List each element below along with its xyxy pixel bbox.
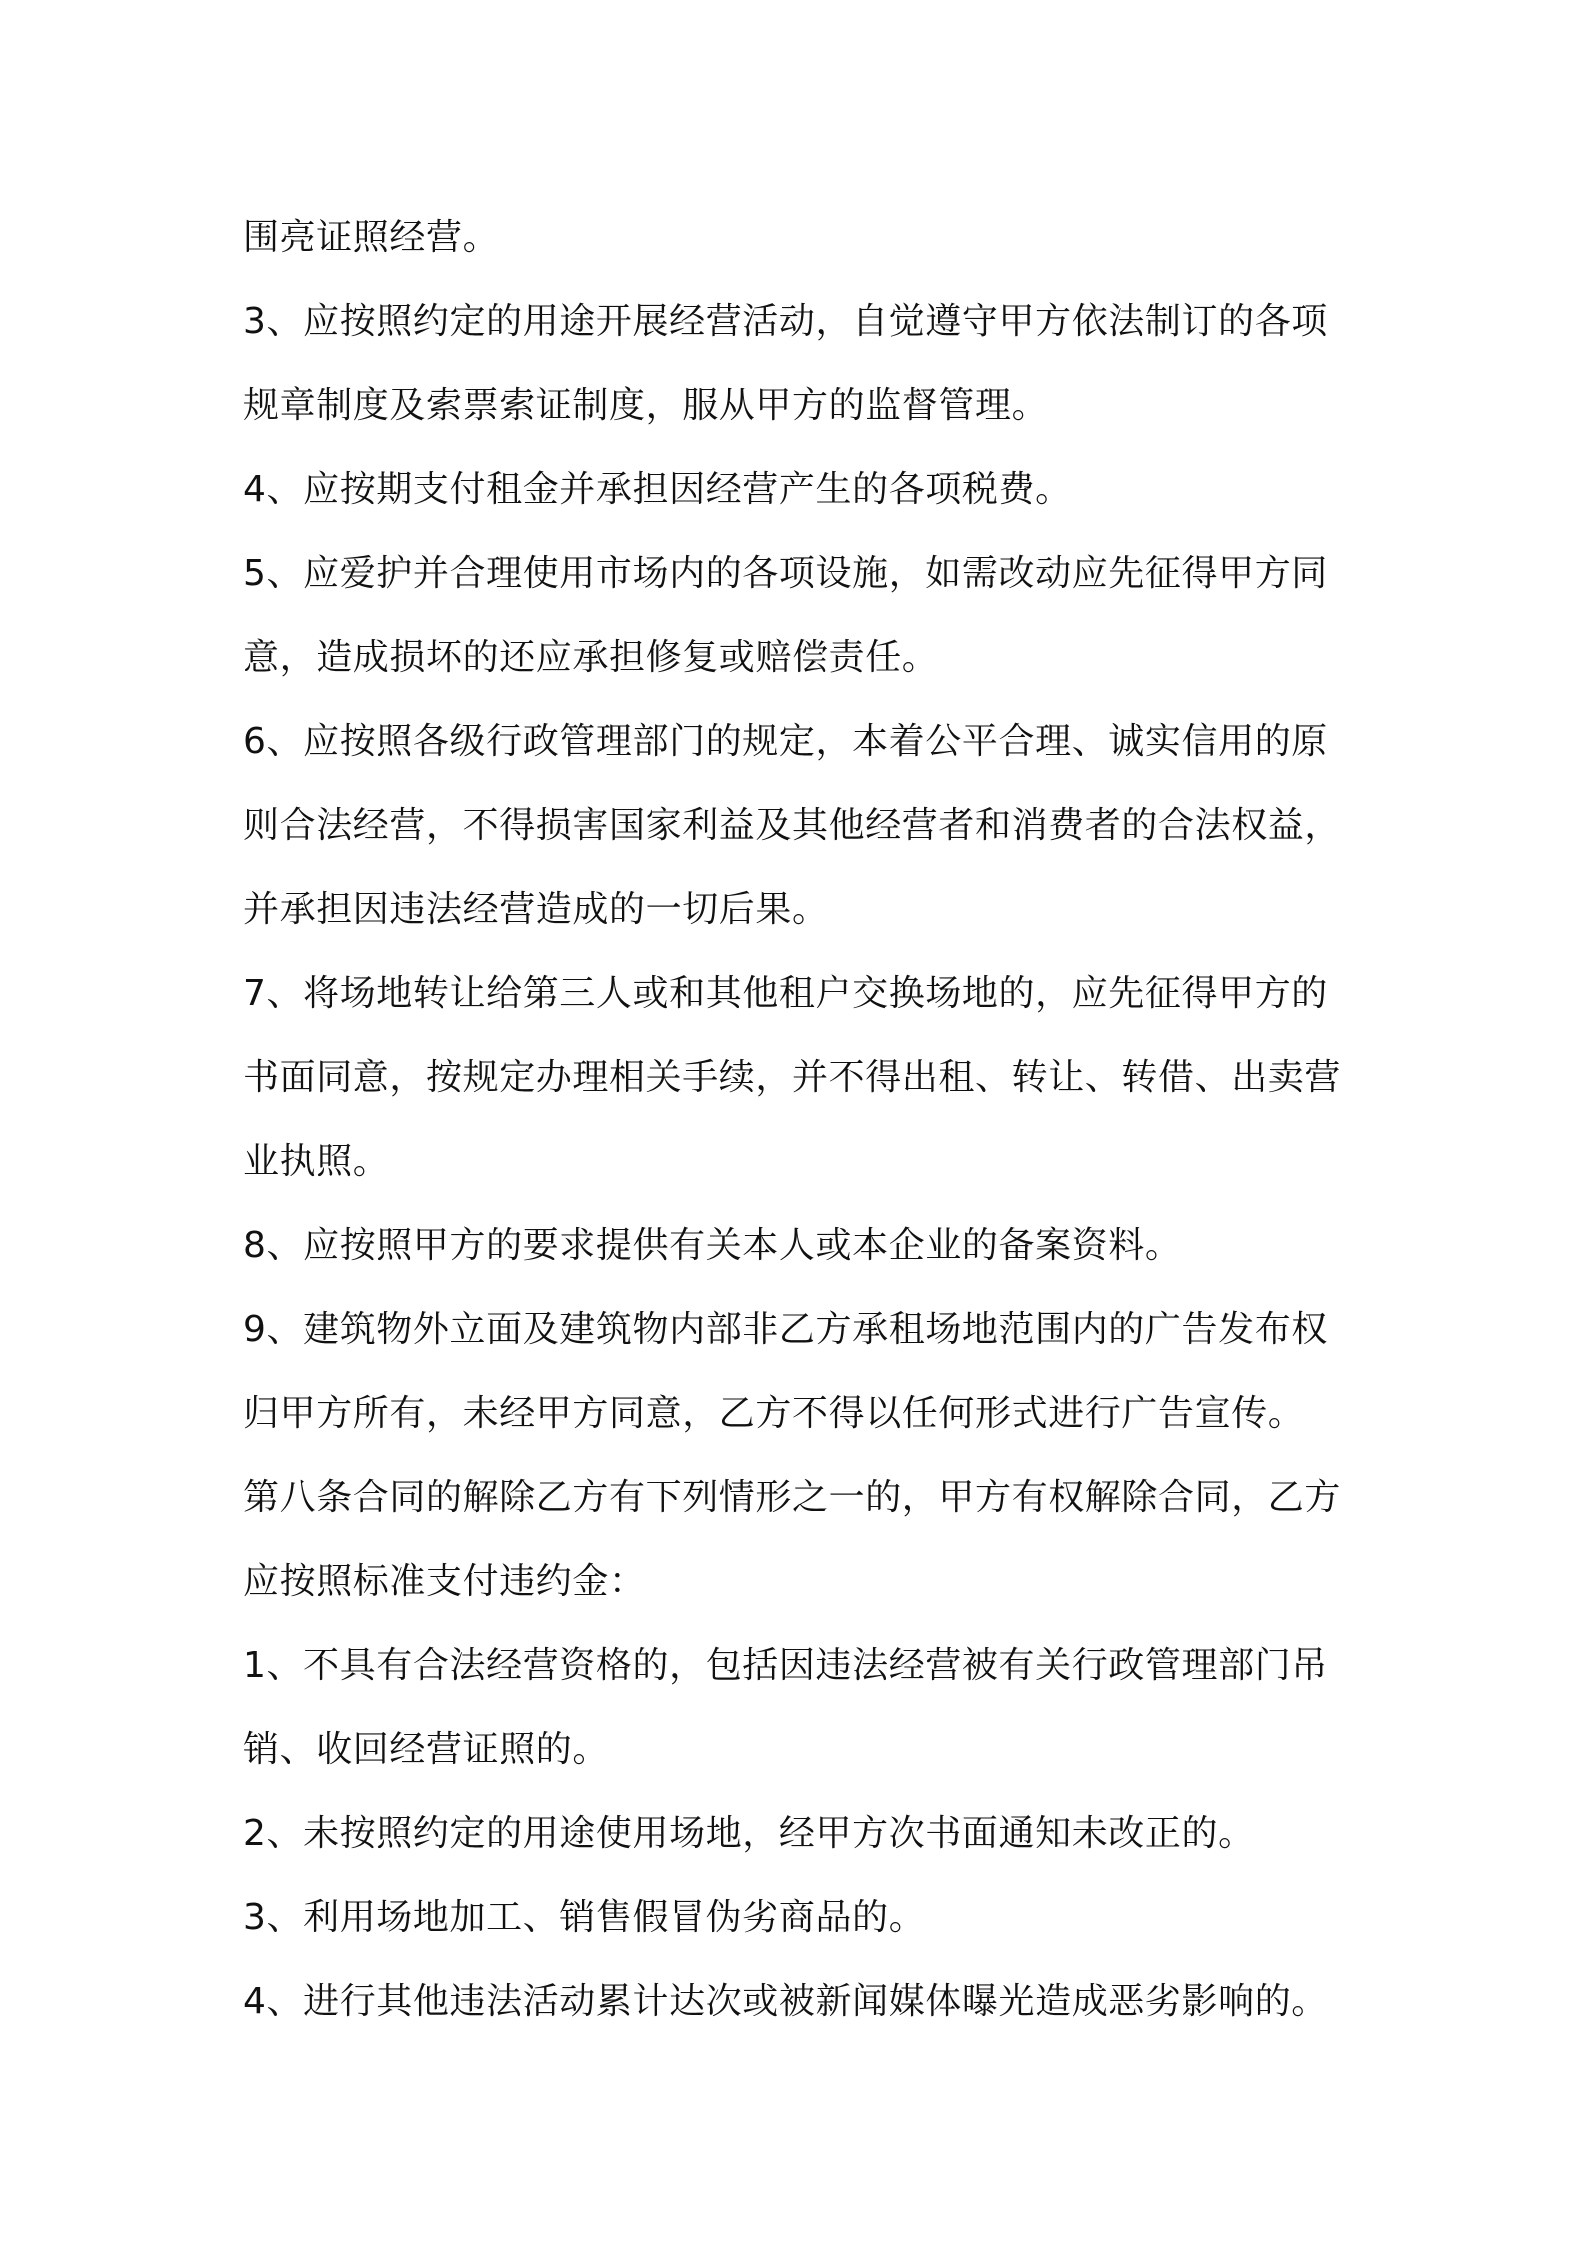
text-line: 书面同意，按规定办理相关手续，并不得出租、转让、转借、出卖营 (243, 1057, 1342, 1098)
text-line: 4、进行其他违法活动累计达次或被新闻媒体曝光造成恶劣影响的。 (243, 1981, 1328, 2022)
text-line: 并承担因违法经营造成的一切后果。 (243, 889, 829, 930)
text-line: 8、应按照甲方的要求提供有关本人或本企业的备案资料。 (243, 1225, 1182, 1266)
text-line: 6、应按照各级行政管理部门的规定，本着公平合理、诚实信用的原 (243, 721, 1328, 762)
document-body (243, 196, 1353, 2044)
text-line: 3、利用场地加工、销售假冒伪劣商品的。 (243, 1897, 926, 1938)
text-line: 则合法经营，不得损害国家利益及其他经营者和消费者的合法权益， (243, 805, 1342, 846)
text-line: 意，造成损坏的还应承担修复或赔偿责任。 (243, 637, 939, 678)
text-line: 规章制度及索票索证制度，服从甲方的监督管理。 (243, 385, 1049, 426)
text-line: 1、不具有合法经营资格的，包括因违法经营被有关行政管理部门吊 (243, 1645, 1328, 1686)
text-line: 围亮证照经营。 (243, 217, 500, 258)
text-line: 归甲方所有，未经甲方同意，乙方不得以任何形式进行广告宣传。 (243, 1393, 1305, 1434)
text-line: 第八条合同的解除乙方有下列情形之一的，甲方有权解除合同，乙方 (243, 1477, 1342, 1518)
text-line: 3、应按照约定的用途开展经营活动，自觉遵守甲方依法制订的各项 (243, 301, 1328, 342)
text-line: 7、将场地转让给第三人或和其他租户交换场地的，应先征得甲方的 (243, 973, 1328, 1014)
text-line: 5、应爱护并合理使用市场内的各项设施，如需改动应先征得甲方同 (243, 553, 1328, 594)
text-line: 9、建筑物外立面及建筑物内部非乙方承租场地范围内的广告发布权 (243, 1309, 1328, 1350)
text-line: 销、收回经营证照的。 (243, 1729, 610, 1770)
text-line: 2、未按照约定的用途使用场地，经甲方次书面通知未改正的。 (243, 1813, 1255, 1854)
text-line: 应按照标准支付违约金： (243, 1561, 646, 1602)
text-line: 4、应按期支付租金并承担因经营产生的各项税费。 (243, 469, 1072, 510)
text-line: 业执照。 (243, 1141, 390, 1182)
